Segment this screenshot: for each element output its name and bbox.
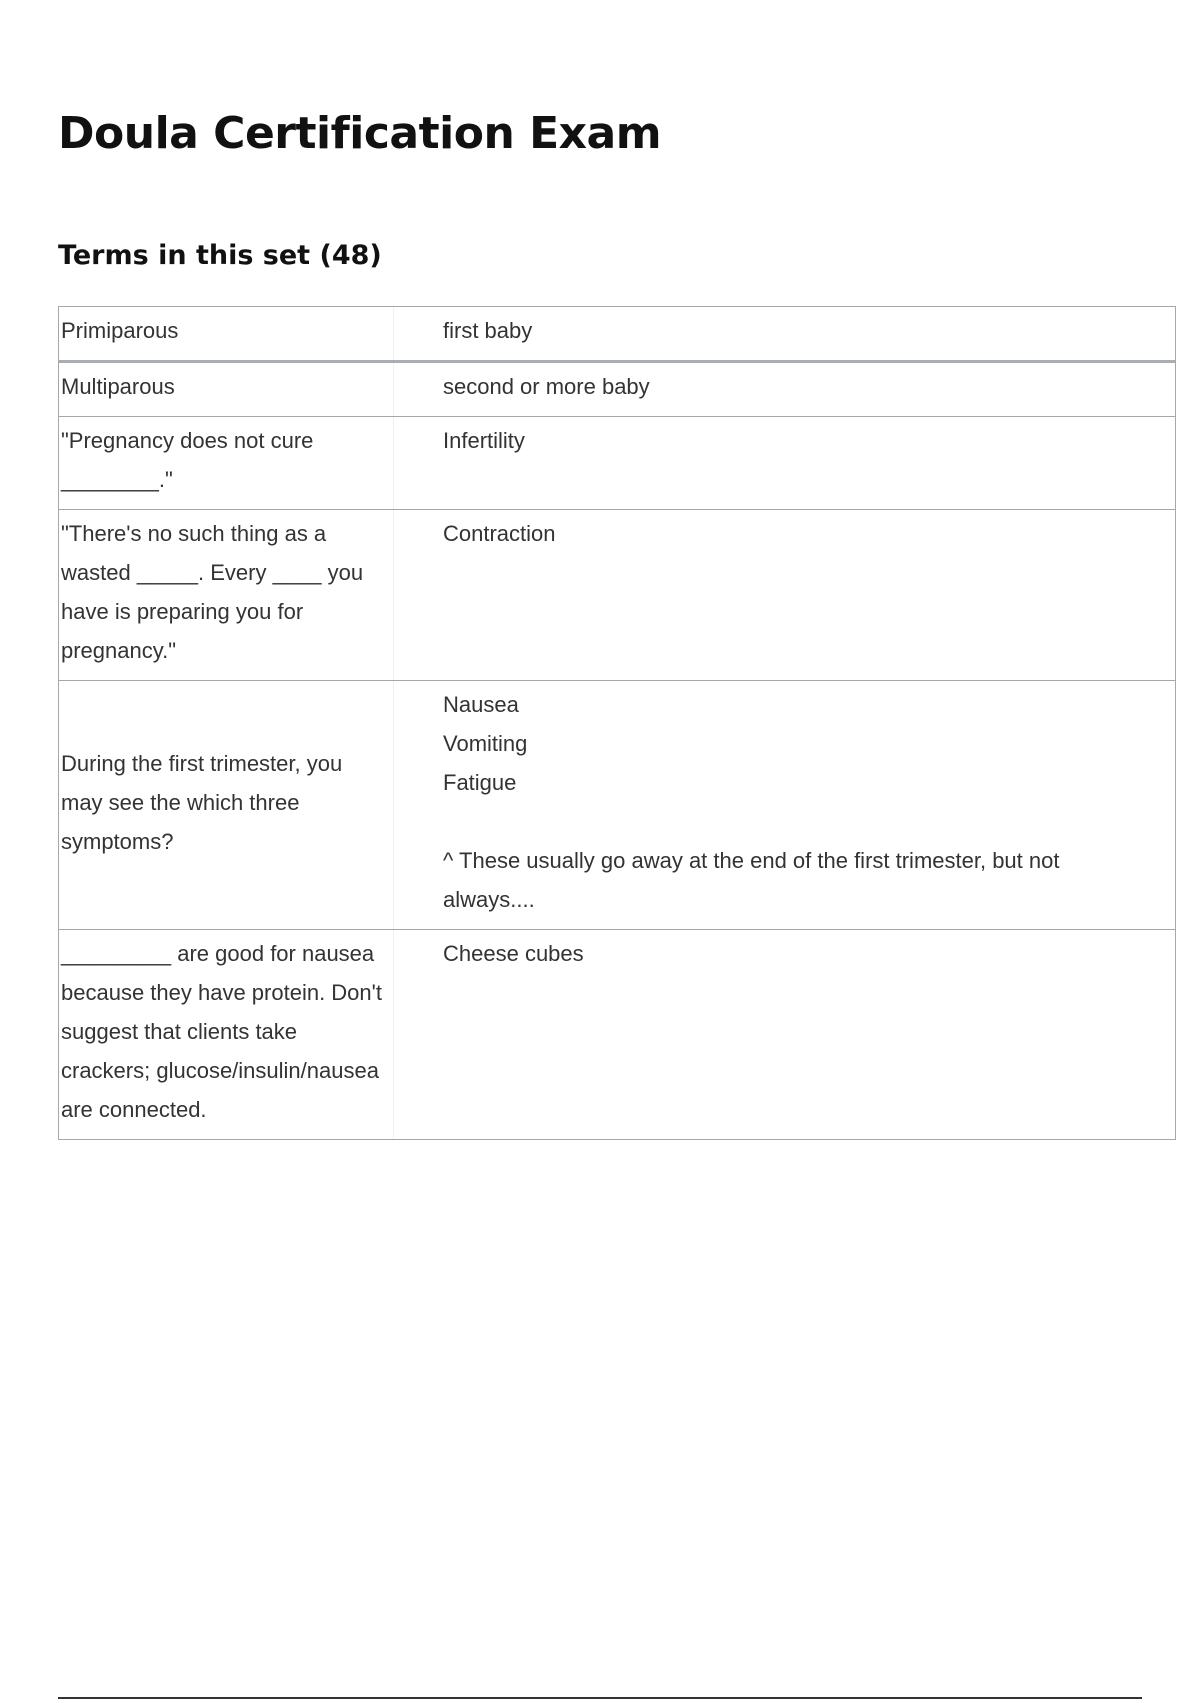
term-cell: Primiparous: [59, 307, 394, 360]
definition-cell: [394, 417, 1175, 509]
term-cell: Multiparous: [59, 363, 394, 416]
definition-note: ^ These usually go away at the end of the first trimester, but not always....: [443, 848, 1060, 912]
terms-table: [58, 306, 1176, 1140]
footer-divider: [58, 1697, 1142, 1699]
definition-line: Contraction: [443, 521, 556, 546]
definition-cell: [394, 510, 1175, 680]
definition-line: Cheese cubes: [443, 941, 584, 966]
page-title: Doula Certification Exam: [58, 108, 662, 159]
definition-line: Nausea: [443, 692, 519, 717]
term-cell: [59, 681, 394, 929]
term-cell: _________ are good for nausea because they have protein. Don't suggest that clients take crackers; glucose/insulin/nausea are connected.: [59, 930, 394, 1139]
definition-spacer: [443, 802, 1155, 841]
definition-line: second or more baby: [443, 374, 650, 399]
definition-line: Infertility: [443, 428, 525, 453]
table-row: [59, 363, 1175, 417]
definition-line: Fatigue: [443, 770, 517, 795]
table-row: [59, 510, 1175, 681]
definition-cell: [394, 363, 1175, 416]
table-row: [59, 307, 1175, 363]
definition-line: first baby: [443, 318, 533, 343]
table-row: [59, 930, 1175, 1139]
term-cell: "There's no such thing as a wasted _____. Every ____ you have is preparing you for pregnancy.": [59, 510, 394, 680]
term-cell: "Pregnancy does not cure ________.": [59, 417, 394, 509]
definition-cell: [394, 930, 1175, 1139]
definition-cell: [394, 681, 1175, 929]
term-text: During the first trimester, you may see the which three symptoms?: [61, 750, 343, 854]
terms-count-heading: Terms in this set (48): [58, 240, 382, 271]
definition-cell: [394, 307, 1175, 360]
table-row: [59, 681, 1175, 930]
table-row: [59, 417, 1175, 510]
definition-line: Vomiting: [443, 731, 528, 756]
